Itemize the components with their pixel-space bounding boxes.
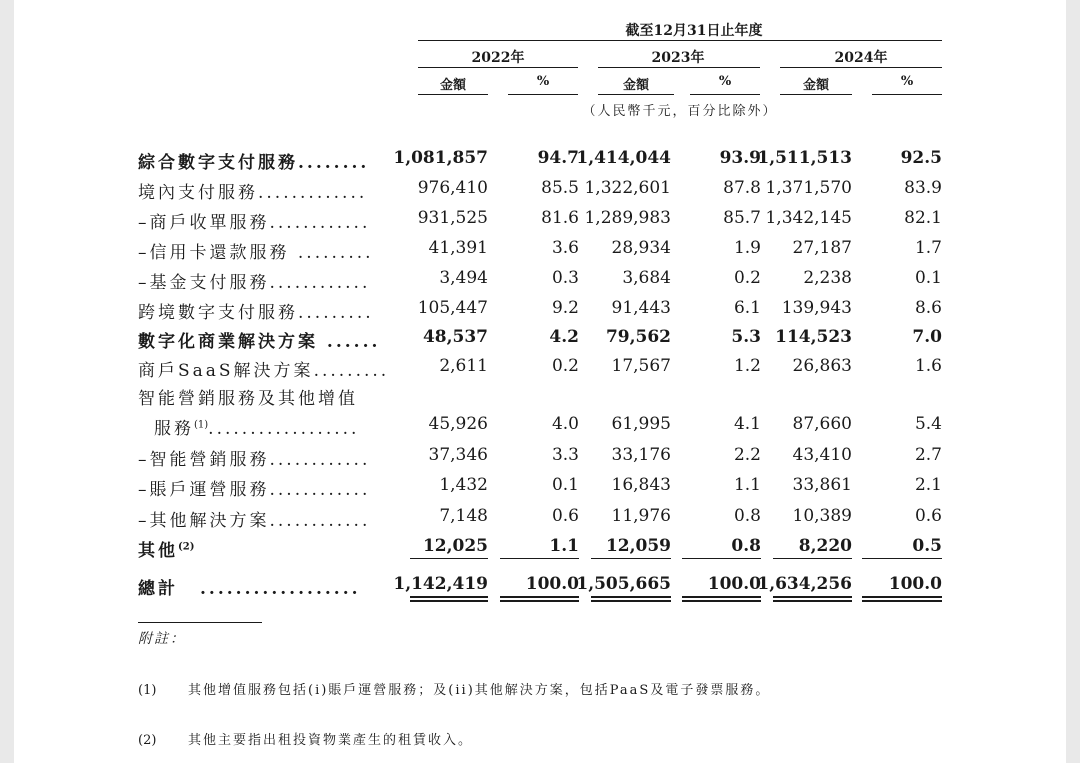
percent-cell: 0.2 [551,356,579,376]
percent-cell: 0.1 [551,475,579,495]
amount-cell: 43,410 [792,445,852,465]
leader-dots: .................. [208,419,360,439]
percent-cell: 0.8 [731,536,761,556]
row-label-text: –信用卡還款服務 [138,243,290,263]
percent-cell: 0.5 [912,536,942,556]
total-double-rule [862,596,942,598]
percent-cell: 2.7 [914,445,942,465]
leader-dots: ......... [313,361,390,381]
total-double-rule [773,596,852,598]
table-row [14,298,1066,326]
table-row [14,506,1066,534]
percent-cell: 82.1 [904,208,942,228]
notes-header: 附註： [138,631,186,647]
year-2022-header: 2022年 [471,50,525,66]
amount-cell: 3,494 [439,268,488,288]
note-text: 其他增值服務包括(i)賬戶運營服務；及(ii)其他解決方案，包括PaaS及電子發票服務。 [188,683,771,698]
percent-cell: 1.7 [914,238,942,258]
amount-cell: 1,371,570 [765,178,852,198]
col-rule [780,94,852,95]
amount-cell: 12,059 [605,536,671,556]
row-label-text: 數字化商業解決方案 [138,332,318,352]
leader-dots: ...... [318,332,381,352]
header-rule [418,40,942,41]
amount-cell: 12,025 [422,536,488,556]
row-label [138,238,398,263]
percent-cell: 0.8 [733,506,761,526]
amount-cell: 61,995 [611,414,671,434]
table-row [14,475,1066,503]
amount-cell: 2,611 [439,356,488,376]
amount-cell: 16,843 [611,475,671,495]
table-row [14,414,1066,442]
percent-cell: 1.6 [914,356,942,376]
amount-cell: 48,537 [422,327,488,347]
amount-cell: 79,562 [605,327,671,347]
amount-cell: 11,976 [611,506,671,526]
percent-cell: 1.1 [733,475,761,495]
percent-cell: 3.3 [551,445,579,465]
row-label [138,506,398,531]
note-1 [138,679,770,698]
table-row [14,208,1066,236]
col-rule [690,94,760,95]
subtotal-rule [773,558,852,559]
row-label [138,384,398,409]
amount-cell: 976,410 [417,178,488,198]
document-page [14,0,1066,763]
amount-cell: 37,346 [428,445,488,465]
row-label-text: 跨境數字支付服務 [138,303,298,323]
leader-dots: ............ [269,480,371,500]
col-pct-2023: % [718,74,732,89]
col-amount-2022: 金額 [439,78,466,93]
leader-dots: ............ [269,213,371,233]
subtotal-rule [591,558,671,559]
row-label-text: 綜合數字支付服務 [138,153,298,173]
amount-cell: 41,391 [428,238,488,258]
percent-cell: 0.2 [733,268,761,288]
col-rule [872,94,942,95]
table-row [14,238,1066,266]
row-label-text: –商戶收單服務 [138,213,270,233]
row-label [138,148,398,173]
row-label-text: 其他 [138,541,178,561]
percent-cell: 7.0 [912,327,942,347]
leader-dots: ......... [289,243,374,263]
amount-cell: 139,943 [781,298,852,318]
col-amount-2023: 金額 [622,78,649,93]
percent-cell: 9.2 [551,298,579,318]
amount-cell: 114,523 [775,327,852,347]
amount-cell: 33,176 [611,445,671,465]
row-label [138,475,398,500]
row-label [138,445,398,470]
amount-cell: 1,414,044 [576,148,671,168]
table-row [14,327,1066,355]
row-label [138,536,398,561]
percent-cell: 4.2 [549,327,579,347]
table-row [14,148,1066,176]
row-label-text: –智能營銷服務 [138,450,270,470]
percent-cell: 0.6 [914,506,942,526]
notes-rule [138,622,262,623]
period-header: 截至12月31日止年度 [625,23,763,39]
total-double-rule [500,600,579,602]
amount-cell: 45,926 [428,414,488,434]
year-rule-2022 [418,67,578,68]
total-double-rule [500,596,579,598]
percent-cell: 1.2 [733,356,761,376]
amount-cell: 26,863 [792,356,852,376]
table-row [14,445,1066,473]
leader-dots: ............ [269,511,371,531]
amount-cell: 1,634,256 [757,574,852,594]
amount-cell: 91,443 [611,298,671,318]
unit-note: （人民幣千元，百分比除外） [582,104,778,119]
amount-cell: 2,238 [803,268,852,288]
year-rule-2024 [780,67,942,68]
subtotal-rule [410,558,488,559]
amount-cell: 10,389 [792,506,852,526]
col-pct-2022: % [536,74,550,89]
total-double-rule [682,600,761,602]
percent-cell: 2.2 [733,445,761,465]
amount-cell: 1,289,983 [584,208,671,228]
row-label-text: –賬戶運營服務 [138,480,270,500]
leader-dots: ........ [298,153,370,173]
percent-cell: 94.7 [537,148,579,168]
total-double-rule [773,600,852,602]
percent-cell: 1.9 [733,238,761,258]
note-text: 其他主要指出租投資物業產生的租賃收入。 [188,733,474,748]
col-pct-2024: % [900,74,914,89]
row-label-text: 境內支付服務 [138,183,258,203]
row-label [138,208,398,233]
total-double-rule [862,600,942,602]
amount-cell: 1,322,601 [584,178,671,198]
percent-cell: 1.1 [549,536,579,556]
amount-cell: 8,220 [798,536,852,556]
row-label-text: –其他解決方案 [138,511,270,531]
percent-cell: 4.0 [551,414,579,434]
subtotal-rule [682,558,761,559]
percent-cell: 85.7 [723,208,761,228]
amount-cell: 931,525 [417,208,488,228]
note-number: (2) [138,733,157,748]
percent-cell: 2.1 [914,475,942,495]
row-label [154,414,414,439]
percent-cell: 85.5 [541,178,579,198]
table-row [14,356,1066,384]
amount-cell: 1,511,513 [757,148,852,168]
amount-cell: 105,447 [417,298,488,318]
amount-cell: 28,934 [611,238,671,258]
total-double-rule [410,600,488,602]
col-rule [508,94,578,95]
col-rule [418,94,488,95]
amount-cell: 1,081,857 [393,148,488,168]
percent-cell: 100.0 [707,574,761,594]
subtotal-rule [500,558,579,559]
percent-cell: 87.8 [723,178,761,198]
amount-cell: 7,148 [439,506,488,526]
row-label-text: 服務 [154,419,194,439]
total-double-rule [410,596,488,598]
row-label-text: 商戶SaaS解決方案 [138,361,314,381]
row-label-text: 總計 [138,579,178,599]
percent-cell: 4.1 [733,414,761,434]
row-label [138,356,398,381]
footnote-ref: (2) [178,541,195,553]
year-2023-header: 2023年 [651,50,705,66]
percent-cell: 3.6 [551,238,579,258]
amount-cell: 87,660 [792,414,852,434]
leader-dots: ............. [258,183,368,203]
total-double-rule [591,596,671,598]
percent-cell: 0.3 [551,268,579,288]
amount-cell: 1,342,145 [765,208,852,228]
amount-cell: 1,142,419 [393,574,488,594]
leader-dots: ......... [298,303,374,323]
note-2 [138,729,473,748]
amount-cell: 17,567 [611,356,671,376]
row-label [138,327,398,352]
percent-cell: 93.9 [719,148,761,168]
percent-cell: 81.6 [541,208,579,228]
row-label [138,574,398,599]
col-amount-2024: 金額 [802,78,829,93]
amount-cell: 27,187 [792,238,852,258]
table-row [14,268,1066,296]
row-label-text: 智能營銷服務及其他增值 [138,389,358,409]
percent-cell: 0.1 [914,268,942,288]
percent-cell: 8.6 [914,298,942,318]
table-row [14,178,1066,206]
row-label [138,268,398,293]
percent-cell: 0.6 [551,506,579,526]
amount-cell: 3,684 [622,268,671,288]
year-2024-header: 2024年 [834,50,888,66]
subtotal-rule [862,558,942,559]
table-row [14,536,1066,564]
amount-cell: 33,861 [792,475,852,495]
row-label-text: –基金支付服務 [138,273,270,293]
leader-dots: .................. [200,579,361,599]
note-number: (1) [138,683,157,698]
leader-dots: ............ [269,450,371,470]
row-label [138,298,398,323]
percent-cell: 100.0 [888,574,942,594]
percent-cell: 6.1 [733,298,761,318]
total-double-rule [591,600,671,602]
percent-cell: 5.4 [914,414,942,434]
percent-cell: 100.0 [525,574,579,594]
percent-cell: 83.9 [904,178,942,198]
percent-cell: 5.3 [731,327,761,347]
percent-cell: 92.5 [900,148,942,168]
total-double-rule [682,596,761,598]
row-label [138,178,398,203]
col-rule [598,94,674,95]
amount-cell: 1,505,665 [576,574,671,594]
footnote-ref: (1) [194,419,209,431]
leader-dots: ............ [269,273,371,293]
table-row [14,384,1066,412]
year-rule-2023 [598,67,760,68]
amount-cell: 1,432 [439,475,488,495]
